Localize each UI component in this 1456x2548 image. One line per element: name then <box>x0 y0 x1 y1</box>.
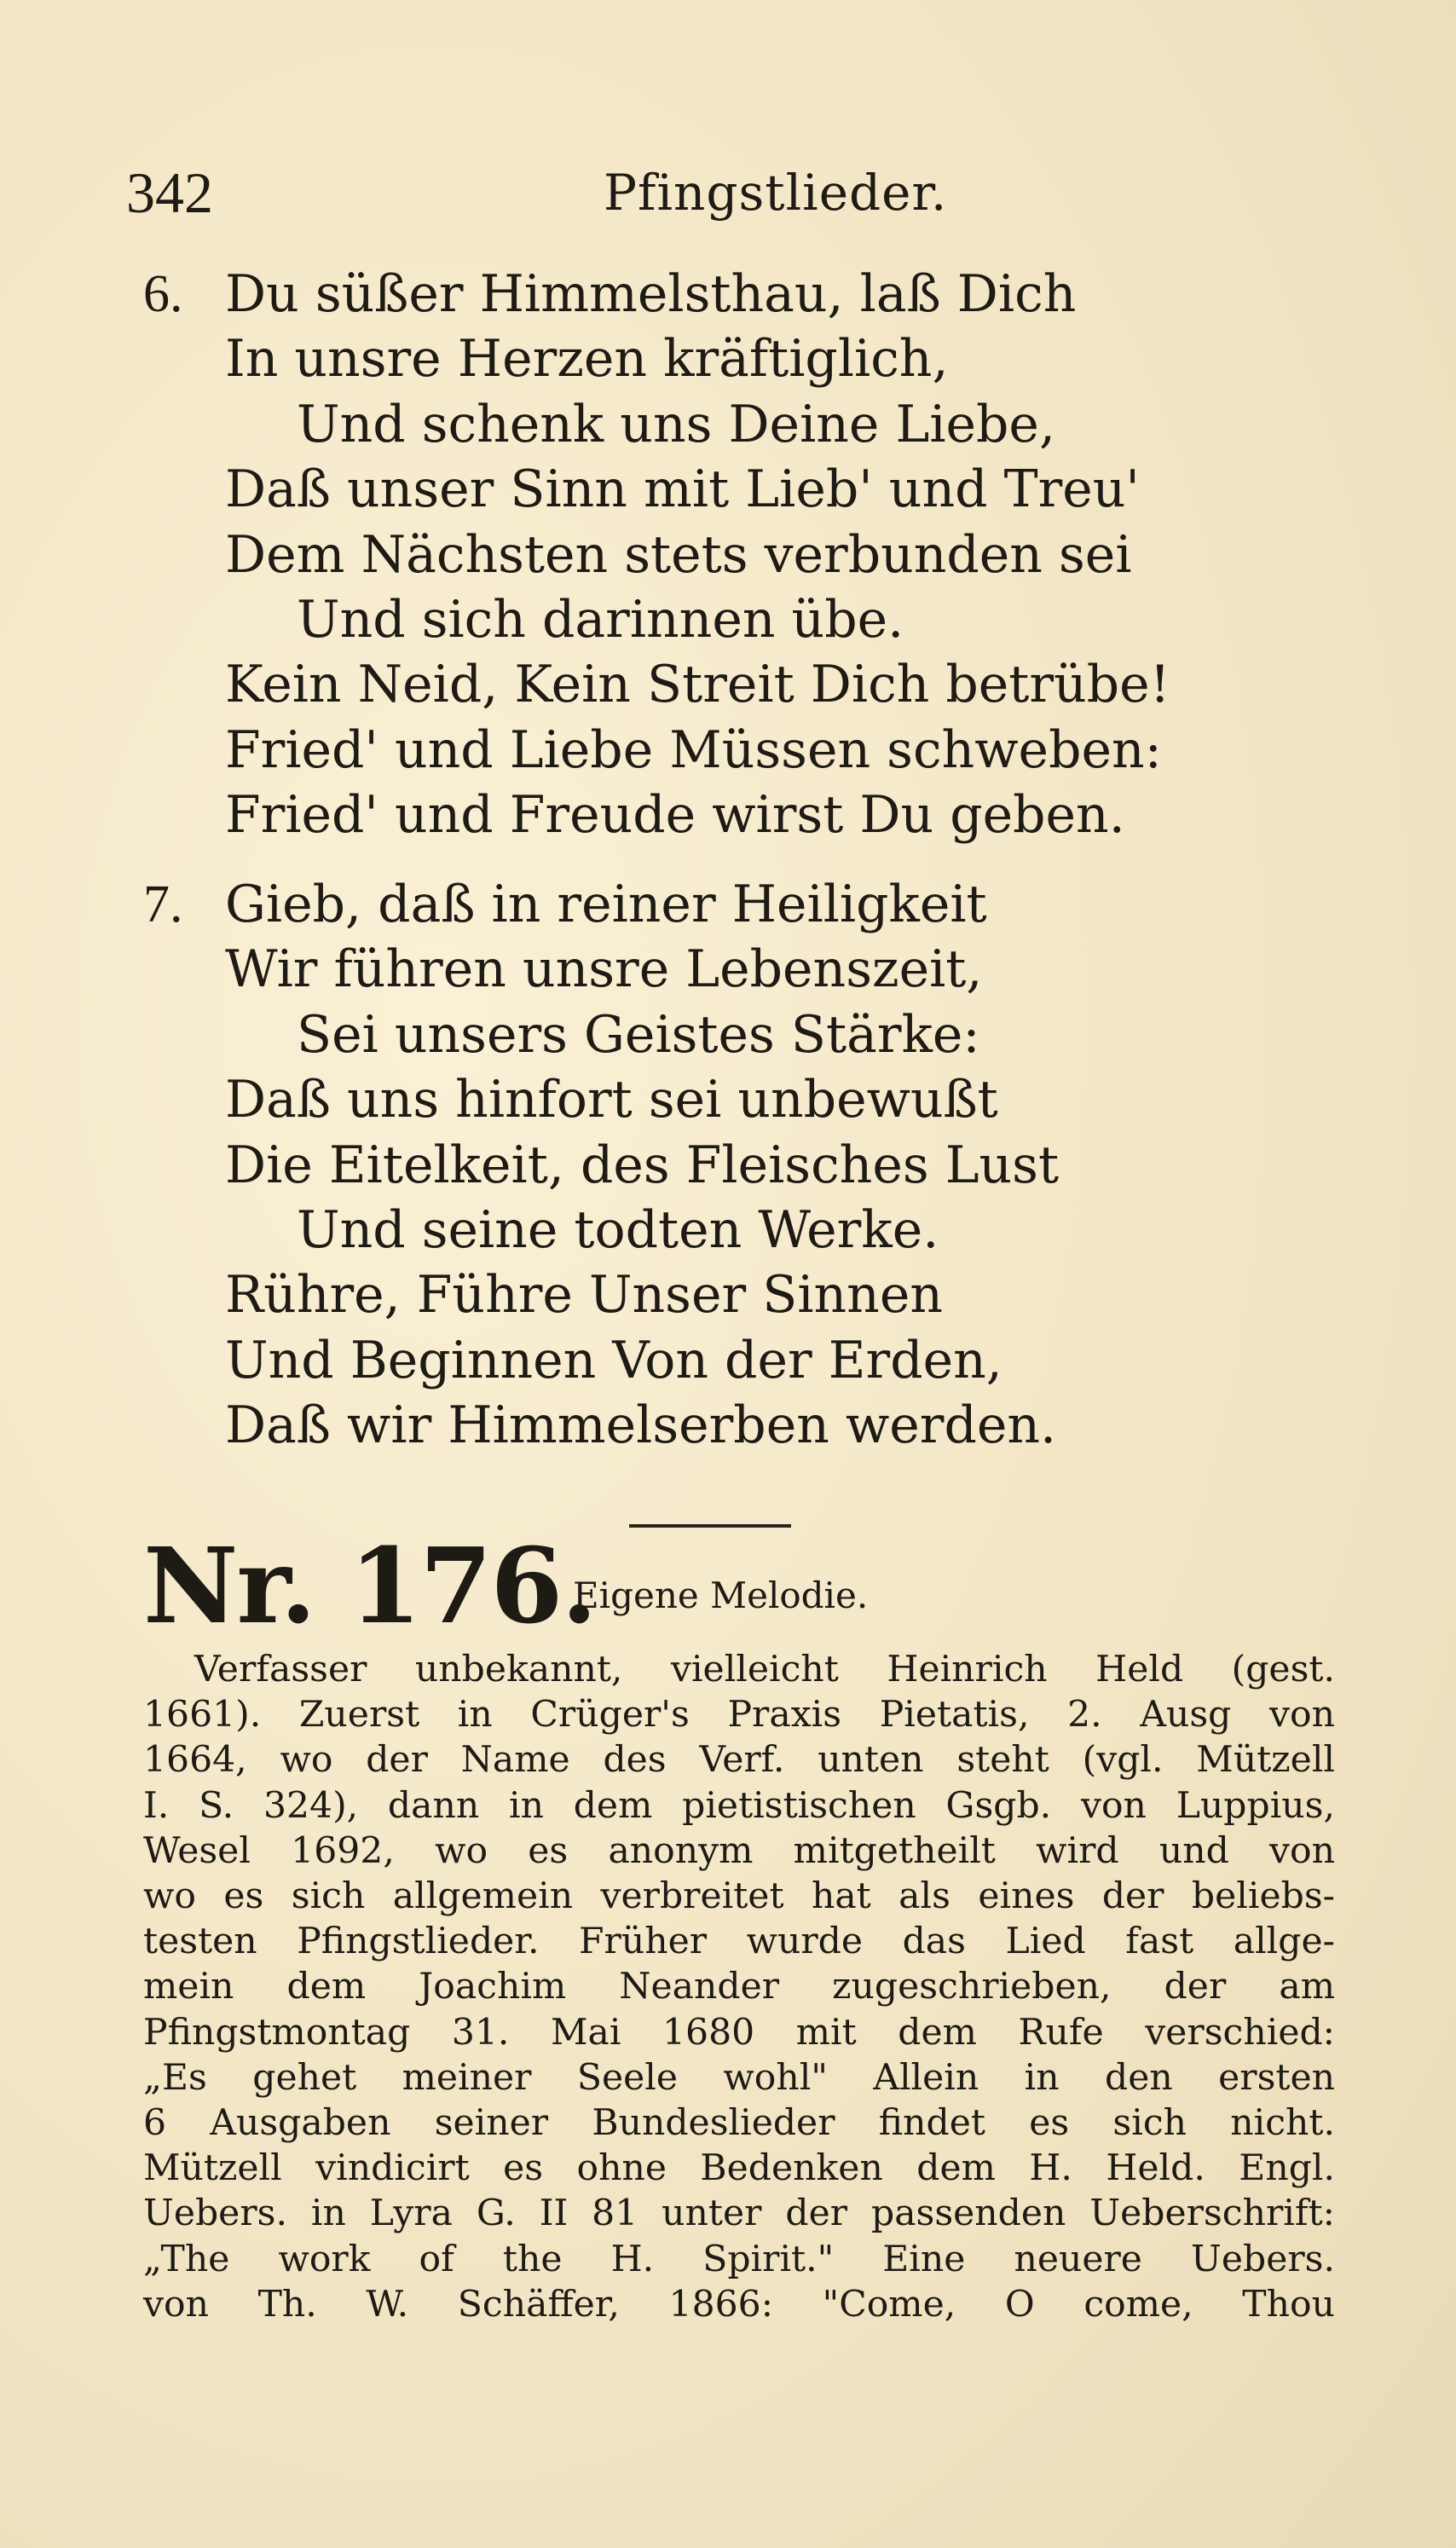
verse-line: Daß uns hinfort sei unbewußt <box>225 1070 998 1130</box>
verse-line: 6. Du süßer Himmelsthau, laß Dich <box>143 262 1354 326</box>
note-line: 1664, wo der Name des Verf. unten steht (vgl. Mützell <box>143 1739 1335 1782</box>
page-header <box>126 159 1337 235</box>
hymn-number: Nr. 176. <box>143 1524 596 1647</box>
verse-line: Und Beginnen Von der Erden, <box>225 1330 1002 1390</box>
verse-number: 7. <box>143 875 183 933</box>
note-line: testen Pfingstlieder. Früher wurde das Lied fast allge- <box>143 1921 1335 1963</box>
note-line: Mützell vindicirt es ohne Bedenken dem H. Held. Engl. <box>143 2147 1335 2190</box>
hymn-heading <box>143 1526 1354 1645</box>
verse-number: 6. <box>143 265 183 323</box>
note-line: 6 Ausgaben seiner Bundeslieder findet es sich nicht. <box>143 2102 1335 2145</box>
verse-line: Daß wir Himmelserben werden. <box>225 1395 1057 1456</box>
note-line: „The work of the H. Spirit." Eine neuere Uebers. <box>143 2238 1335 2280</box>
verse-line: 7. Gieb, daß in reiner Heiligkeit <box>143 872 1354 937</box>
verse-6 <box>143 262 1354 848</box>
verse-7 <box>143 872 1354 1459</box>
note-line: I. S. 324), dann in dem pietistischen Gsgb. von Luppius, <box>143 1784 1335 1827</box>
page-number: 342 <box>126 160 213 225</box>
note-line: mein dem Joachim Neander zugeschrieben, der am <box>143 1966 1335 2008</box>
note-line: Verfasser unbekannt, vielleicht Heinrich Held (gest. <box>194 1649 1335 1690</box>
verse-line: Und sich darinnen übe. <box>297 590 904 650</box>
verse-line: Sei unsers Geistes Stärke: <box>297 1004 980 1065</box>
hymn-notes <box>143 1647 1335 2327</box>
note-line: Wesel 1692, wo es anonym mitgetheilt wird und von <box>143 1829 1335 1872</box>
verse-line: Fried' und Freude wirst Du geben. <box>225 785 1125 846</box>
verse-line: Fried' und Liebe Müssen schweben: <box>225 719 1162 780</box>
note-line: Uebers. in Lyra G. II 81 unter der passenden Ueberschrift: <box>143 2193 1335 2235</box>
note-line: von Th. W. Schäffer, 1866: "Come, O come, Thou <box>143 2283 1335 2326</box>
running-title: Pfingstlieder. <box>604 164 948 222</box>
note-line: Pfingstmontag 31. Mai 1680 mit dem Rufe verschied: <box>143 2011 1335 2054</box>
note-line: wo es sich allgemein verbreitet hat als eines der beliebs- <box>143 1875 1335 1918</box>
verse-line: Dem Nächsten stets verbunden sei <box>225 524 1132 585</box>
note-line: 1661). Zuerst in Crüger's Praxis Pietatis, 2. Ausg von <box>143 1694 1335 1736</box>
note-line: „Es gehet meiner Seele wohl" Allein in den ersten <box>143 2056 1335 2099</box>
verse-line: Und seine todten Werke. <box>297 1200 939 1261</box>
verse-line: Kein Neid, Kein Streit Dich betrübe! <box>225 655 1170 715</box>
verse-line: In unsre Herzen kräftiglich, <box>225 329 949 390</box>
verse-line: Daß unser Sinn mit Lieb' und Treu' <box>225 459 1140 520</box>
verse-line: Und schenk uns Deine Liebe, <box>297 394 1056 454</box>
melody-label: Eigene Melodie. <box>573 1574 869 1616</box>
verse-line: Die Eitelkeit, des Fleisches Lust <box>225 1135 1060 1195</box>
verse-line: Rühre, Führe Unser Sinnen <box>225 1265 943 1326</box>
verse-line: Wir führen unsre Lebenszeit, <box>225 939 983 1000</box>
